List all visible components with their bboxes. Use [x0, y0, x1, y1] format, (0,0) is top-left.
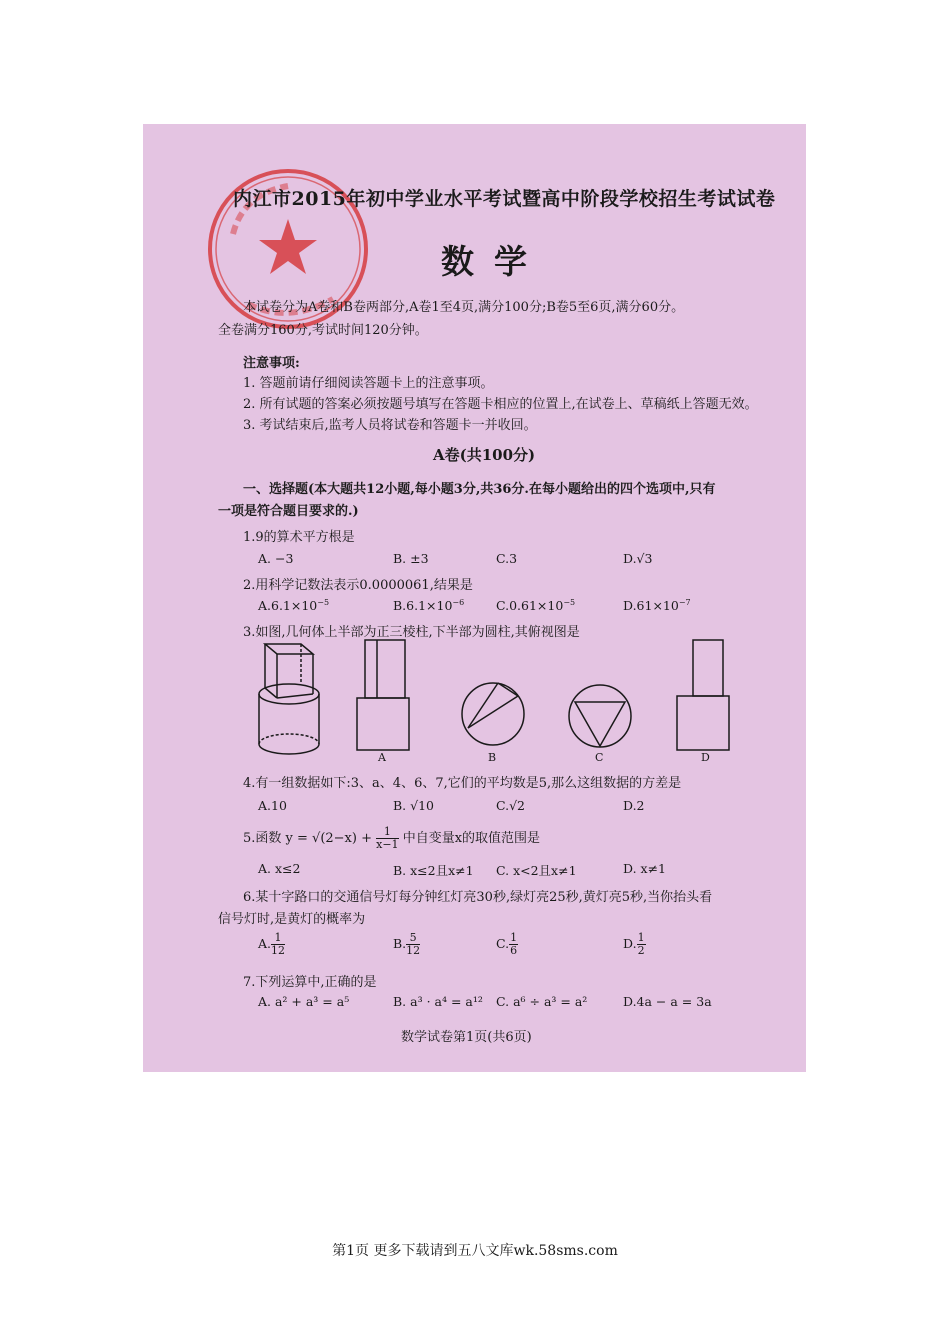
q5-fraction: $\frac{1}{x-1}$ [376, 825, 399, 851]
section-instruction-line-2: 一项是符合题目要求的.) [218, 504, 359, 519]
note-item-2: 2. 所有试题的答案必须按题号填写在答题卡相应的位置上,在试卷上、草稿纸上答题无效。 [243, 397, 758, 412]
q5-option-c: C. x<2且x≠1 [496, 863, 577, 878]
q7-option-b: B. a³ · a⁴ = a¹² [393, 994, 483, 1009]
q3-label-c: C [595, 751, 604, 764]
q4-option-c: C.√2 [496, 798, 526, 813]
document-footer: 第1页 更多下载请到五八文库wk.58sms.com [332, 1243, 618, 1259]
q7-option-a: A. a² + a³ = a⁵ [258, 994, 350, 1009]
q3-option-d-figure [673, 636, 733, 764]
q1-option-d: D.√3 [623, 551, 653, 566]
q5-option-b: B. x≤2且x≠1 [393, 863, 474, 878]
q1-option-c: C.3 [496, 551, 518, 566]
q1-option-b: B. ±3 [393, 551, 429, 566]
note-item-3: 3. 考试结束后,监考人员将试卷和答题卡一并收回。 [243, 418, 537, 433]
q7-stem: 7.下列运算中,正确的是 [243, 975, 377, 990]
intro-line-2: 全卷满分160分,考试时间120分钟。 [218, 323, 428, 338]
q3-label-b: B [488, 751, 497, 764]
q6-option-b: B. $\frac{5}{12}$ [393, 931, 421, 957]
q7-option-c: C. a⁶ ÷ a³ = a² [496, 994, 588, 1009]
q5-stem: 5.函数 y = √(2−x) + $\frac{1}{x-1}$ 中自变量x的取值范围是 [243, 825, 541, 851]
q6-stem-line-2: 信号灯时,是黄灯的概率为 [218, 912, 366, 927]
q2-stem: 2.用科学记数法表示0.0000061,结果是 [243, 578, 473, 593]
q3-stem: 3.如图,几何体上半部为正三棱柱,下半部为圆柱,其俯视图是 [243, 625, 580, 640]
section-title: A卷(共100分) [433, 446, 536, 464]
q3-label-d: D [701, 751, 710, 764]
q4-option-d: D.2 [623, 798, 645, 813]
q5-option-d: D. x≠1 [623, 861, 666, 876]
q2-option-c: $C.0.61\times 10^{-5}$ [496, 598, 576, 614]
q6-option-c: C. $\frac{1}{6}$ [496, 931, 518, 957]
section-instruction-line-1: 一、选择题(本大题共12小题,每小题3分,共36分.在每小题给出的四个选项中,只有 [243, 482, 716, 497]
q6-option-d: D. $\frac{1}{2}$ [623, 931, 645, 957]
q2-option-b: $B.6.1\times 10^{-6}$ [393, 598, 465, 614]
scanned-exam-page [143, 124, 806, 1072]
q6-option-a: A. $\frac{1}{12}$ [258, 931, 286, 957]
q5-option-a: A. x≤2 [258, 861, 301, 876]
q3-solid-figure [251, 636, 331, 764]
exam-title: 内江市2015年初中学业水平考试暨高中阶段学校招生考试试卷 [233, 188, 776, 210]
q3-option-c-figure [565, 636, 635, 764]
intro-line-1: 本试卷分为A卷和B卷两部分,A卷1至4页,满分100分;B卷5至6页,满分60分。 [243, 300, 685, 315]
note-item-1: 1. 答题前请仔细阅读答题卡上的注意事项。 [243, 376, 494, 391]
q1-option-a: A. −3 [258, 551, 294, 566]
q2-option-a: $A.6.1\times 10^{-5}$ [258, 598, 330, 614]
q4-option-a: A.10 [258, 798, 287, 813]
q7-option-d: D.4a − a = 3a [623, 994, 712, 1009]
q1-stem: 1.9的算术平方根是 [243, 530, 355, 545]
q2-option-d: $D.61\times 10^{-7}$ [623, 598, 691, 614]
exam-page-number: 数学试卷第1页(共6页) [401, 1030, 532, 1045]
q3-label-a: A [378, 751, 386, 764]
q3-option-b-figure [458, 636, 528, 764]
notes-heading: 注意事项: [243, 356, 300, 371]
q4-option-b: B. √10 [393, 798, 435, 813]
q6-stem-line-1: 6.某十字路口的交通信号灯每分钟红灯亮30秒,绿灯亮25秒,黄灯亮5秒,当你抬头看 [243, 890, 713, 905]
q3-option-a-figure [353, 636, 413, 764]
q4-stem: 4.有一组数据如下:3、a、4、6、7,它们的平均数是5,那么这组数据的方差是 [243, 776, 682, 791]
subject-title: 数学 [441, 242, 547, 281]
